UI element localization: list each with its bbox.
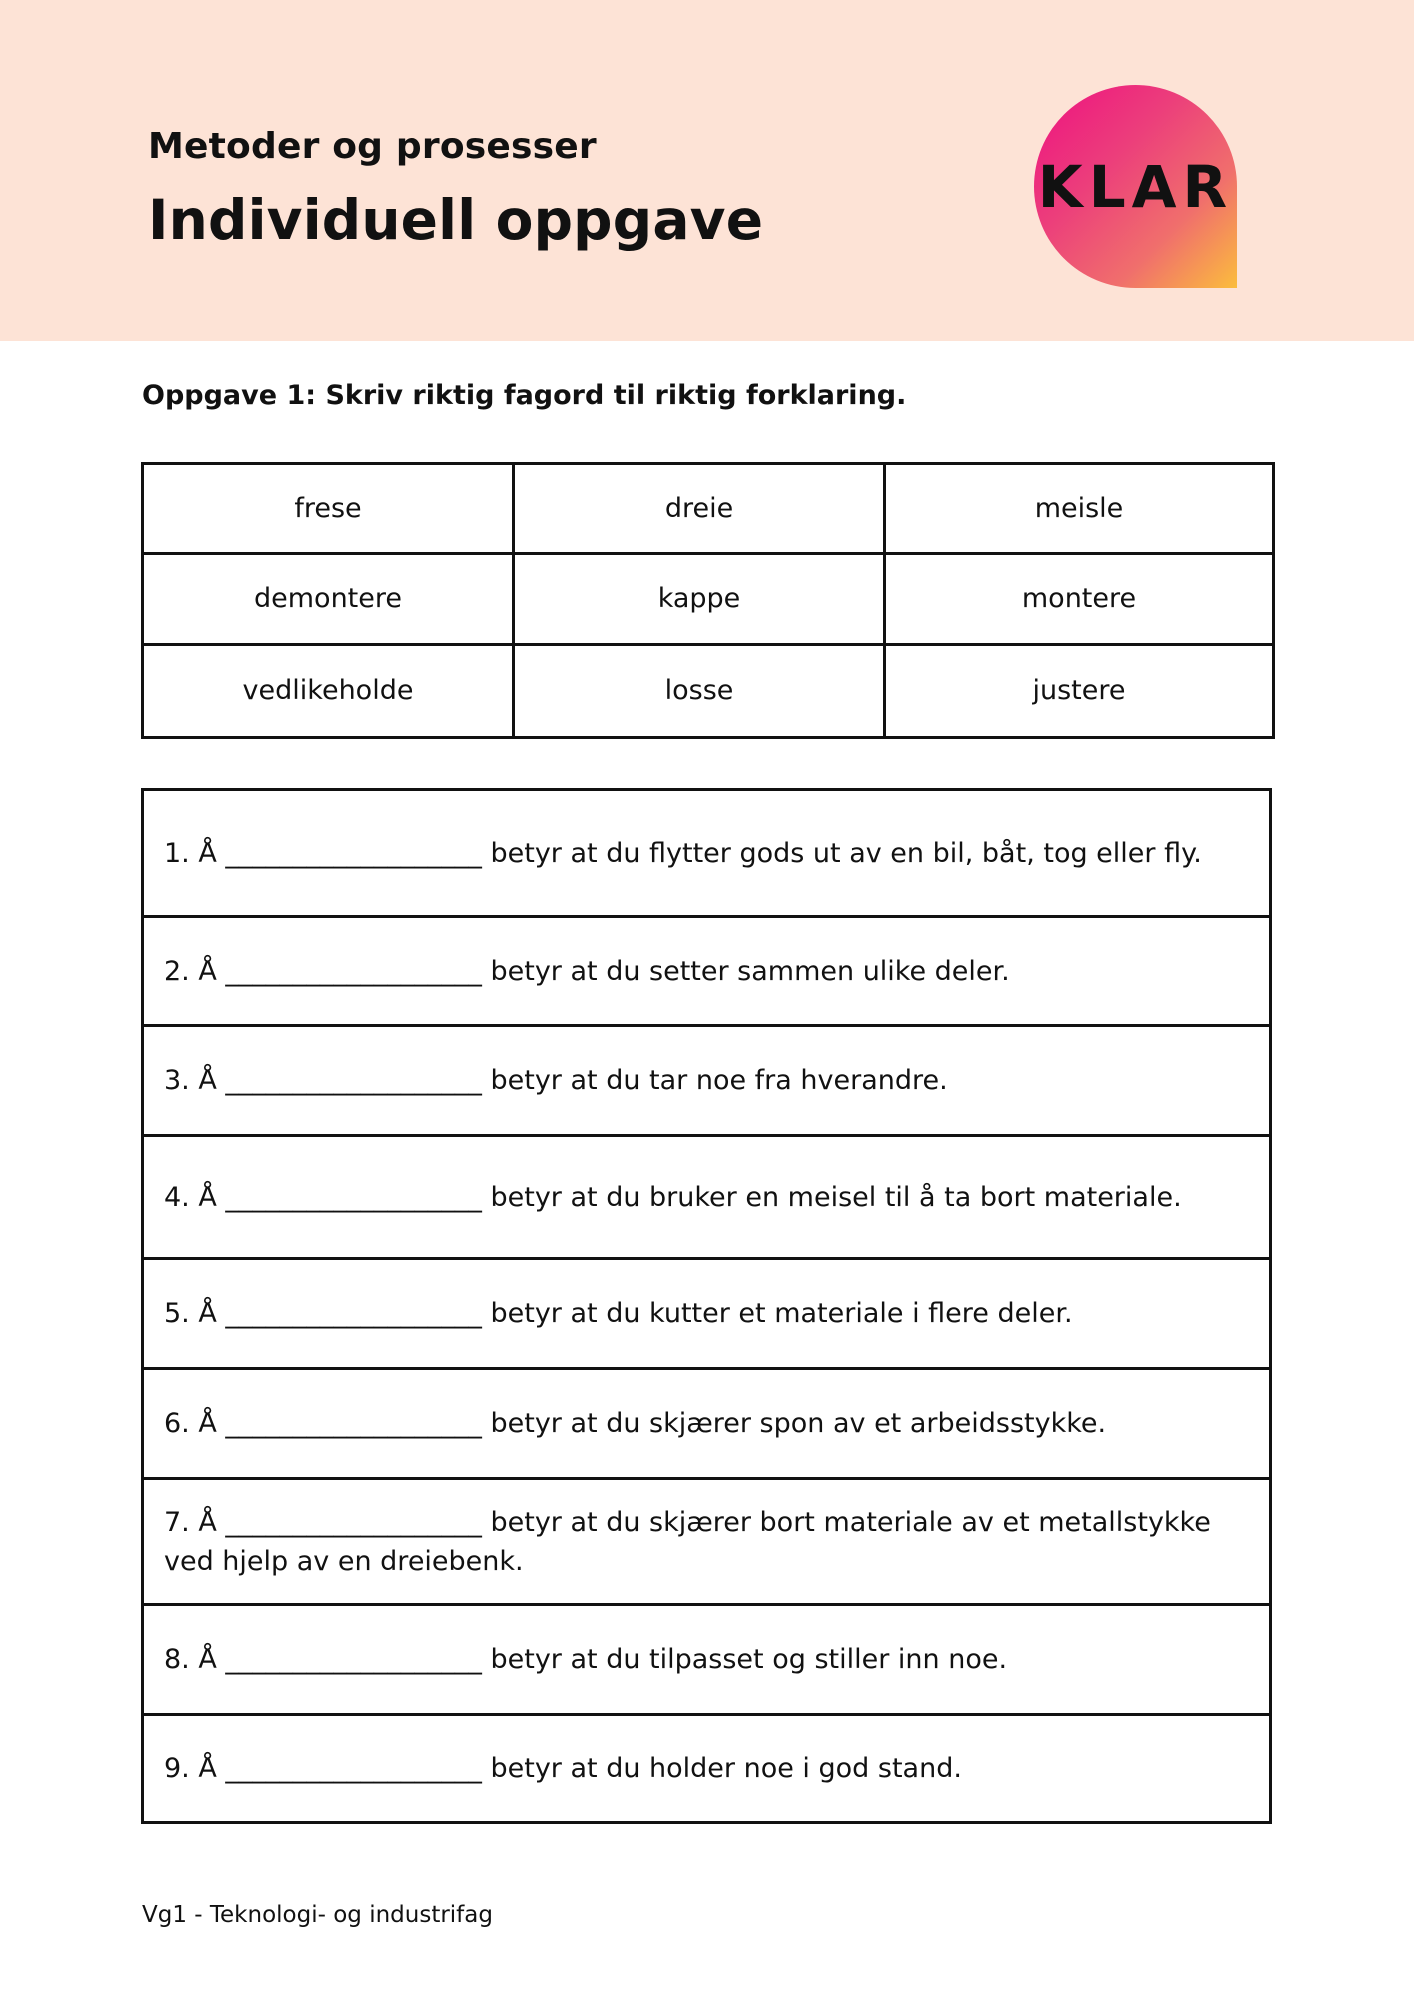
word-bank-row bbox=[143, 554, 1274, 644]
logo-text: KLAR bbox=[1037, 153, 1234, 221]
task-heading: Oppgave 1: Skriv riktig fagord til riktig forklaring. bbox=[142, 380, 907, 411]
klar-logo bbox=[1034, 85, 1237, 288]
word-cell: meisle bbox=[885, 464, 1274, 554]
question-row bbox=[144, 1024, 1269, 1134]
question-row bbox=[144, 1134, 1269, 1257]
page-title: Individuell oppgave bbox=[148, 188, 764, 252]
header-banner bbox=[0, 0, 1414, 341]
question-text: 5. Å ___________________ betyr at du kutter et materiale i flere deler. bbox=[164, 1298, 1073, 1329]
question-row bbox=[144, 791, 1269, 915]
word-cell: kappe bbox=[514, 554, 885, 644]
word-cell: losse bbox=[514, 644, 885, 737]
question-row bbox=[144, 1713, 1269, 1821]
question-row bbox=[144, 1603, 1269, 1713]
question-text: 6. Å ___________________ betyr at du skjærer spon av et arbeidsstykke. bbox=[164, 1408, 1107, 1439]
questions-table bbox=[141, 788, 1272, 1824]
question-text: 2. Å ___________________ betyr at du setter sammen ulike deler. bbox=[164, 955, 1010, 987]
question-text: 7. Å ___________________ betyr at du skjærer bort materiale av et metallstykke ved hjelp av en dreiebenk. bbox=[164, 1506, 1211, 1577]
word-cell: justere bbox=[885, 644, 1274, 737]
question-row bbox=[144, 1257, 1269, 1367]
word-bank-row bbox=[143, 464, 1274, 554]
word-cell: montere bbox=[885, 554, 1274, 644]
question-text: 9. Å ___________________ betyr at du holder noe i god stand. bbox=[164, 1753, 962, 1784]
question-text: 1. Å ___________________ betyr at du flytter gods ut av en bil, båt, tog eller fly. bbox=[164, 837, 1202, 869]
footer-text: Vg1 - Teknologi- og industrifag bbox=[142, 1902, 493, 1928]
word-cell: demontere bbox=[143, 554, 514, 644]
question-text: 4. Å ___________________ betyr at du bruker en meisel til å ta bort materiale. bbox=[164, 1181, 1182, 1213]
page-subtitle: Metoder og prosesser bbox=[148, 126, 597, 167]
question-row bbox=[144, 915, 1269, 1024]
question-text: 3. Å ___________________ betyr at du tar noe fra hverandre. bbox=[164, 1065, 948, 1096]
word-bank-table bbox=[141, 462, 1275, 739]
question-text: 8. Å ___________________ betyr at du tilpasset og stiller inn noe. bbox=[164, 1644, 1008, 1675]
word-cell: vedlikeholde bbox=[143, 644, 514, 737]
question-row bbox=[144, 1477, 1269, 1603]
word-bank-row bbox=[143, 644, 1274, 737]
word-cell: dreie bbox=[514, 464, 885, 554]
word-cell: frese bbox=[143, 464, 514, 554]
question-row bbox=[144, 1367, 1269, 1477]
